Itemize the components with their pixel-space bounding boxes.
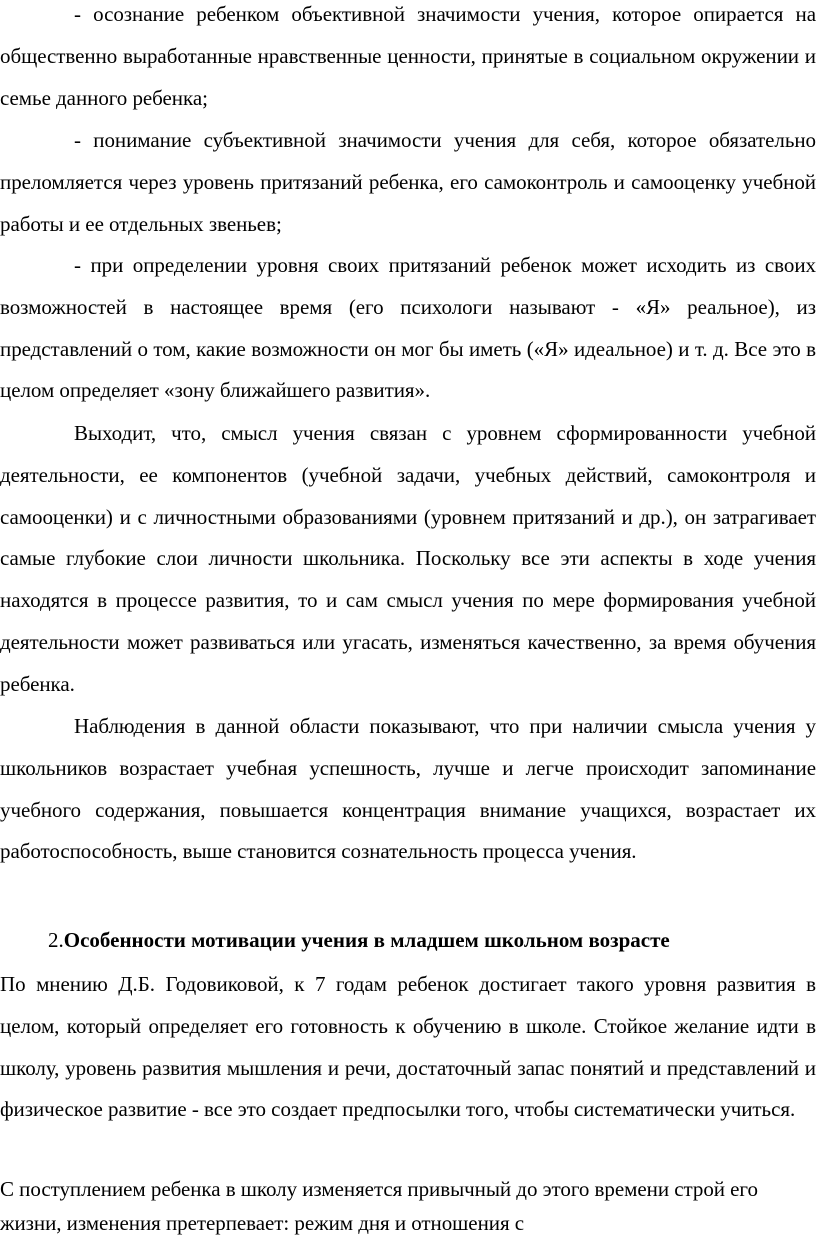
section-number: 2. — [48, 928, 64, 952]
paragraph-objective-significance: - осознание ребенком объективной значимости учения, которое опирается на общественно выработанные нравственные ценности, принятые в социальном окружении и семье данного ребенка; — [0, 2, 816, 110]
paragraph-meaning-of-learning: Выходит, что, смысл учения связан с уровнем сформированности учебной деятельности, ее компонентов (учебной задачи, учебных действий, самоконтроля и самооценки) и с личностными образованиями (уровнем притязаний и др.), он затрагивает самые глубокие слои личности школьника. Поскольку все эти аспекты в ходе учения находятся в процессе развития, то и сам смысл учения по мере формирования учебной деятельности может развиваться или угасать, изменяться качественно, за время обучения ребенка. — [0, 421, 816, 696]
paragraph-school-readiness: По мнению Д.Б. Годовиковой, к 7 годам ребенок достигает такого уровня развития в целом, который определяет его готовность к обучению в школе. Стойкое желание идти в школу, уровень развития мышления и речи, достаточный запас понятий и представлений и физическое развитие - все это создает предпосылки того, чтобы систематически учиться. — [0, 972, 816, 1122]
section-title: Особенности мотивации учения в младшем школьном возрасте — [63, 928, 670, 952]
paragraph-subjective-significance: - понимание субъективной значимости учения для себя, которое обязательно преломляется через уровень притязаний ребенка, его самоконтроль и самооценку учебной работы и ее отдельных звеньев; — [0, 128, 816, 236]
paragraph-aspirations-level: - при определении уровня своих притязаний ребенок может исходить из своих возможностей в настоящее время (его психологи называют - «Я» реальное), из представлений о том, какие возможности он мог бы иметь («Я» идеальное) и т. д. Все это в целом определяет «зону ближайшего развития». — [0, 253, 816, 403]
paragraph-school-entry: С поступлением ребенка в школу изменяется привычный до этого времени строй его жизни, изменения претерпевает: режим дня и отношения с — [0, 1177, 758, 1235]
paragraph-observations: Наблюдения в данной области показывают, что при наличии смысла учения у школьников возрастает учебная успешность, лучше и легче происходит запоминание учебного содержания, повышается концентрация внимание учащихся, возрастает их работоспособность, выше становится сознательность процесса учения. — [0, 714, 816, 864]
section-heading — [0, 920, 816, 962]
